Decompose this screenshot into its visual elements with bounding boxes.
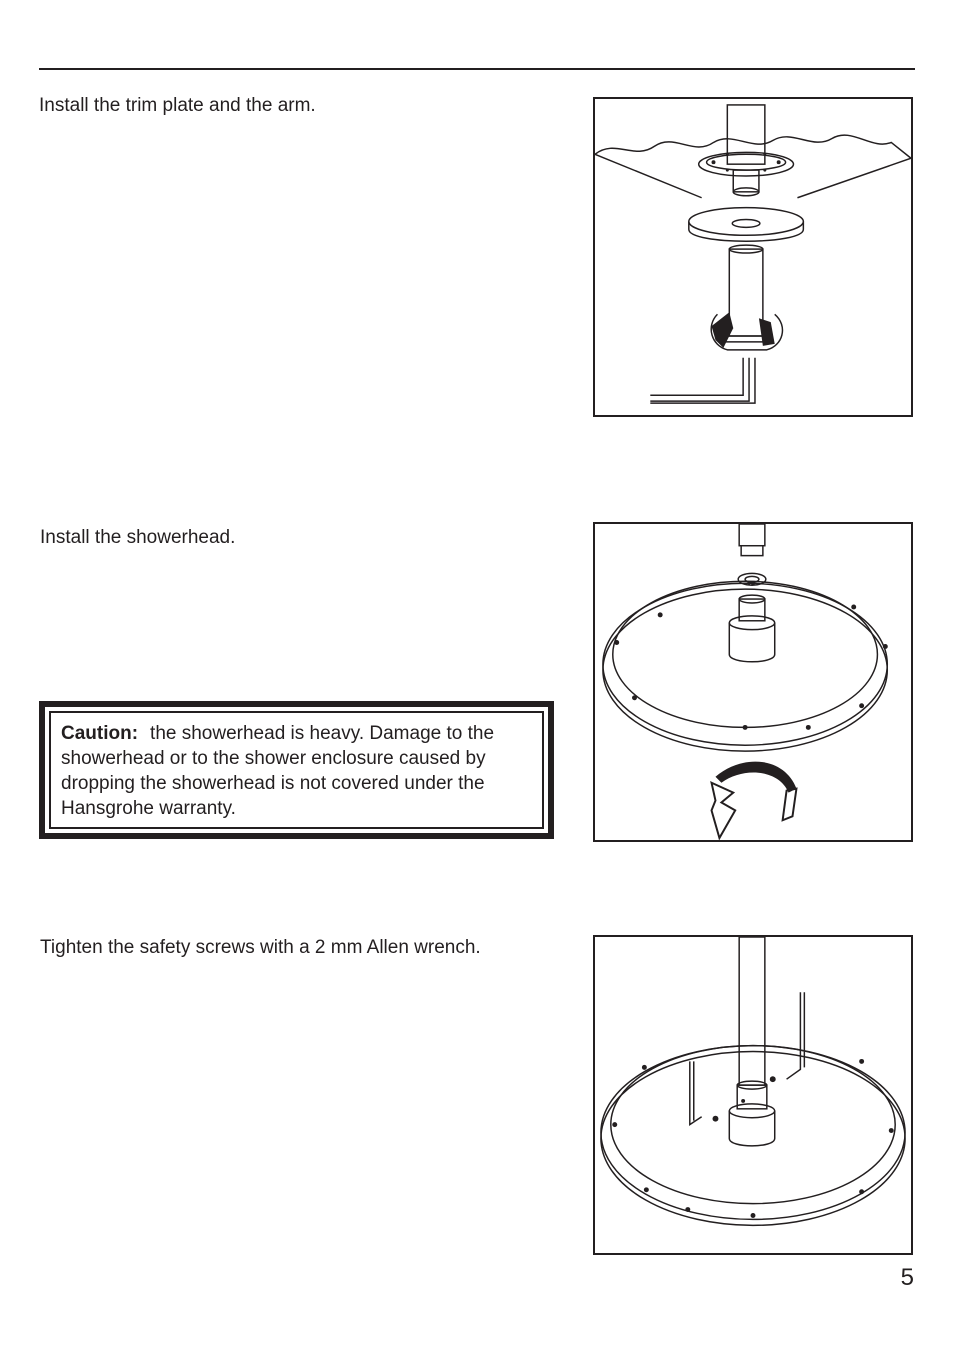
safety-screws-drawing xyxy=(595,937,911,1253)
step-2-instruction: Install the showerhead. xyxy=(40,527,236,548)
step-2-illustration xyxy=(593,522,913,842)
caution-box xyxy=(39,701,554,839)
caution-body: the showerhead is heavy. Damage to the showerhead or to the shower enclosure caused by dropping the showerhead is not covered under the Hansgrohe warranty. xyxy=(61,723,495,819)
step-3-instruction: Tighten the safety screws with a 2 mm Allen wrench. xyxy=(40,937,481,958)
caution-inner-frame xyxy=(49,711,544,829)
step-1-illustration xyxy=(593,97,913,417)
step-1-instruction: Install the trim plate and the arm. xyxy=(39,95,316,116)
trim-plate-arm-drawing xyxy=(595,99,911,415)
showerhead-install-drawing xyxy=(595,524,911,840)
page-number: 5 xyxy=(900,1264,914,1291)
header-rule xyxy=(39,68,915,70)
step-3-illustration xyxy=(593,935,913,1255)
caution-title: Caution: xyxy=(61,723,139,744)
